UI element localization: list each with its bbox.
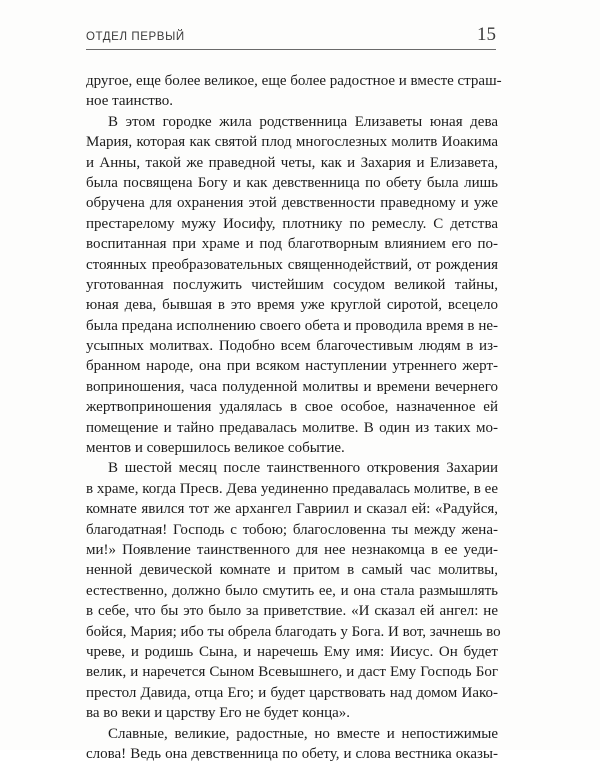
text-line: престарелому мужу Иосифу, плотнику по ремеслу. С детства — [86, 214, 498, 234]
text-line: воспитанная при храме и под благотворным влиянием его по- — [86, 234, 498, 254]
text-line: и Анны, такой же праведной четы, как и Захария и Елизавета, — [86, 153, 498, 173]
text-line: естественно, должно было смутить ее, и она стала размышлять — [86, 581, 498, 601]
text-line: престол Давида, отца Его; и будет царствовать над домом Иако- — [86, 683, 498, 703]
text-line: в храме, когда Пресв. Дева уединенно предавалась молитве, в ее — [86, 479, 498, 499]
text-line: была посвящена Богу и как девственница по обету была лишь — [86, 173, 498, 193]
text-line: чреве, и родишь Сына, и наречешь Ему имя: Иисус. Он будет — [86, 642, 498, 662]
text-line: другое, еще более великое, еще более радостное и вместе страш- — [86, 71, 498, 91]
text-line: ментов и совершилось великое событие. — [86, 438, 498, 458]
text-line: ми!» Появление таинственного для нее незнакомца в ее уеди- — [86, 540, 498, 560]
text-line: Мария, которая как святой плод многослезных молитв Иоакима — [86, 132, 498, 152]
text-line: благодатная! Господь с тобою; благословенна ты между жена- — [86, 520, 498, 540]
header-rule — [86, 49, 496, 50]
page-number: 15 — [477, 24, 496, 46]
paragraph-glorious-words — [86, 724, 498, 764]
text-line: обручена для охранения этой девственности праведному и уже — [86, 193, 498, 213]
text-line: помещение и тайно предавалась молитве. В один из таких мо- — [86, 418, 498, 438]
paragraph-annunciation — [86, 458, 498, 723]
text-line: усыпных молитвах. Подобно всем благочестивым людям в из- — [86, 336, 498, 356]
text-line: была предана исполнению своего обета и проводила время в не- — [86, 316, 498, 336]
running-header — [86, 24, 496, 54]
text-line: воприношения, часа полуденной молитвы и времени вечернего — [86, 377, 498, 397]
text-line: бранном народе, она при всяком наступлении утреннего жерт- — [86, 356, 498, 376]
text-line: слова! Ведь она девственница по обету, и слова вестника оказы- — [86, 744, 498, 764]
text-line: юная дева, бывшая в это время уже круглой сиротой, всецело — [86, 295, 498, 315]
text-line: ва во веки и царству Его не будет конца». — [86, 703, 498, 723]
text-line: Славные, великие, радостные, но вместе и непостижимые — [86, 724, 498, 744]
text-line: ное таинство. — [86, 91, 498, 111]
paragraph-continuation — [86, 71, 498, 112]
text-line: В шестой месяц после таинственного откровения Захарии — [86, 458, 498, 478]
text-line: ненной девической комнате и притом в самый час молитвы, — [86, 560, 498, 580]
text-line: жертвоприношения удалялась в свое особое, назначенное ей — [86, 397, 498, 417]
text-line: в себе, что бы это было за приветствие. «И сказал ей ангел: не — [86, 601, 498, 621]
text-line: стоянных преобразовательных священнодействий, от рождения — [86, 255, 498, 275]
text-line: уготованная послужить чистейшим сосудом великой тайны, — [86, 275, 498, 295]
text-line: комнате явился тот же архангел Гавриил и сказал ей: «Радуйся, — [86, 499, 498, 519]
paragraph-mary — [86, 112, 498, 459]
body-text — [86, 71, 498, 764]
text-line: велик, и наречется Сыном Всевышнего, и даст Ему Господь Бог — [86, 662, 498, 682]
section-title: ОТДЕЛ ПЕРВЫЙ — [86, 31, 185, 43]
text-line: В этом городке жила родственница Елизаветы юная дева — [86, 112, 498, 132]
text-line: бойся, Мария; ибо ты обрела благодать у Бога. И вот, зачнешь во — [86, 622, 498, 642]
